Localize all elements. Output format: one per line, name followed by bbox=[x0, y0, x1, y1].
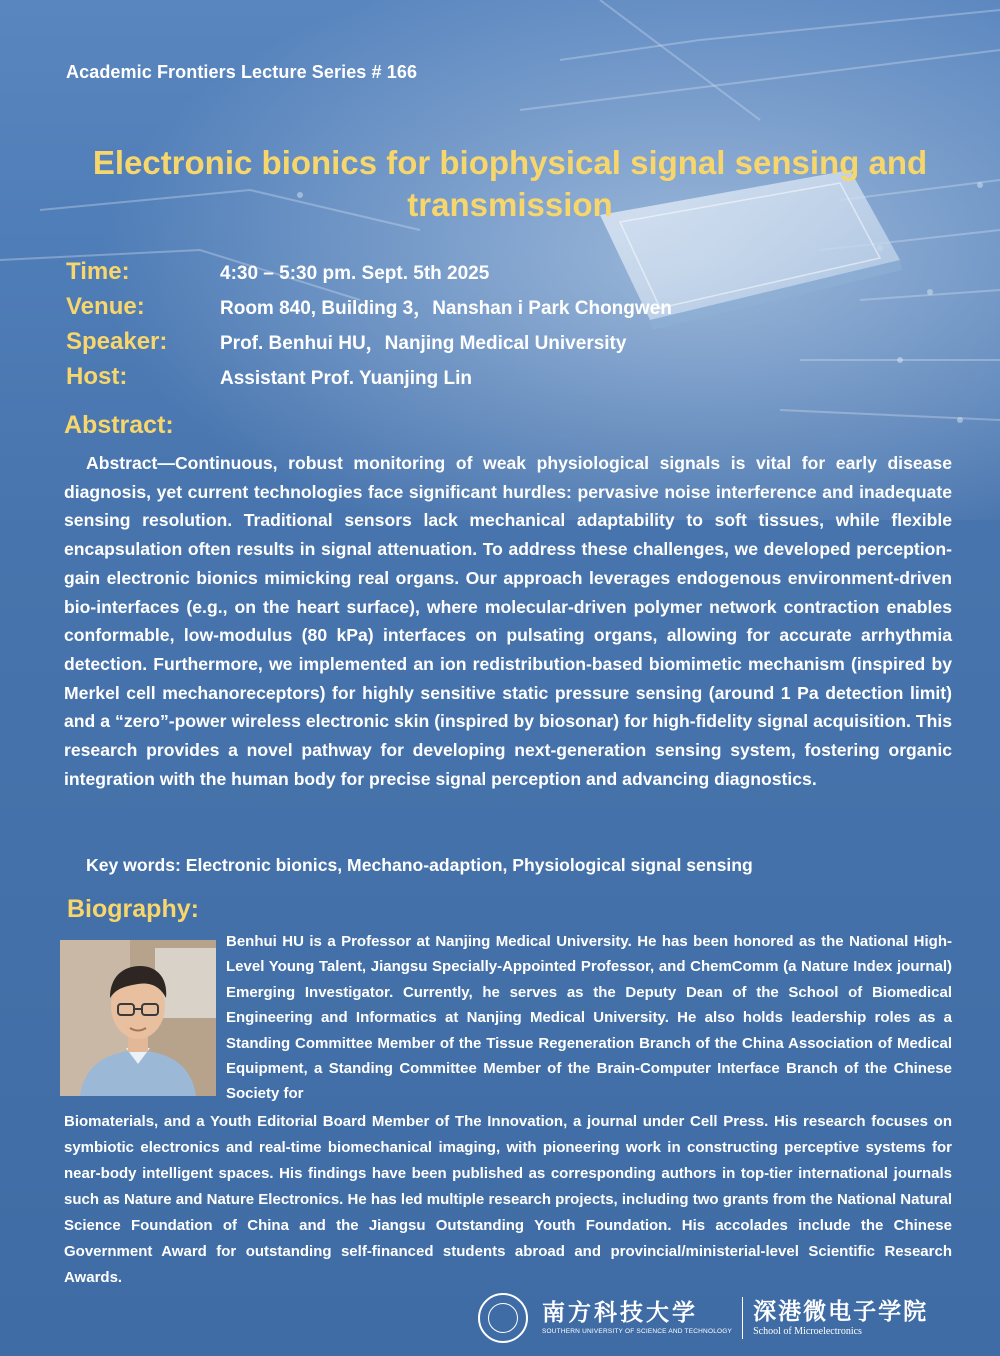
speaker-label: Speaker: bbox=[66, 328, 168, 355]
lecture-title: Electronic bionics for biophysical signal sensing and transmission bbox=[92, 144, 928, 223]
host-row bbox=[66, 363, 966, 398]
lecture-series-label: Academic Frontiers Lecture Series # 166 bbox=[66, 62, 418, 82]
school-name-en: School of Microelectronics bbox=[753, 1326, 862, 1337]
university-name-en: SOUTHERN UNIVERSITY OF SCIENCE AND TECHNOLOGY bbox=[542, 1328, 733, 1335]
school-name bbox=[753, 1298, 928, 1338]
university-name-cn: 南方科技大学 bbox=[542, 1299, 698, 1326]
biography-text-top: Benhui HU is a Professor at Nanjing Medical University. He has been honored as the National High-Level Young Talent, Jiangsu Specially-Appointed Professor, and ChemComm (a Nature Index journal) Emerging Investigator. Currently, he serves as the Deputy Dean of the School of Biomedical Engineering and Informatics at Nanjing Medical University. He also holds leadership roles as a Standing Committee Member of the Tissue Regeneration Branch of the China Association of Medical Equipment, a Standing Committee Member of the Brain-Computer Interface Branch of the Chinese Society for bbox=[226, 933, 952, 1103]
host-label: Host: bbox=[66, 363, 128, 390]
university-seal-icon bbox=[478, 1293, 528, 1343]
venue-label: Venue: bbox=[66, 293, 145, 320]
venue-row bbox=[66, 293, 966, 328]
host-value: Assistant Prof. Yuanjing Lin bbox=[220, 368, 472, 389]
speaker-value: Prof. Benhui HU，Nanjing Medical University bbox=[220, 333, 627, 354]
footer-branding bbox=[478, 1290, 928, 1346]
time-row bbox=[66, 258, 966, 293]
venue-value: Room 840, Building 3，Nanshan i Park Chongwen bbox=[220, 298, 672, 319]
abstract-heading: Abstract: bbox=[64, 411, 174, 439]
footer-divider bbox=[742, 1297, 743, 1339]
seal-inner-ring bbox=[488, 1303, 518, 1333]
abstract-text: Abstract—Continuous, robust monitoring of weak physiological signals is vital for early disease diagnosis, yet current technologies face significant hurdles: pervasive noise interference and inadequate sensing resolution. Traditional sensors lack mechanical adaptability to soft tissues, while flexible encapsulation often results in signal attenuation. To address these challenges, we developed perception-gain electronic bionics mimicking real organs. Our approach leverages endogenous environment-driven bio-interfaces (e.g., on the heart surface), where molecular-driven polymer network contraction enables conformable, low-modulus (80 kPa) interfaces on pulsating organs, allowing for accurate arrhythmia detection. Furthermore, we implemented an ion redistribution-based biomimetic mechanism (inspired by Merkel cell mechanoreceptors) for highly sensitive static pressure sensing (around 1 Pa detection limit) and a “zero”-power wireless electronic skin (inspired by biosonar) for high-fidelity signal acquisition. This research provides a novel pathway for developing next-generation sensing system, fostering organic integration with the human body for precise signal perception and advancing diagnostics. bbox=[64, 453, 952, 789]
university-name bbox=[542, 1299, 732, 1337]
lecture-details bbox=[66, 258, 966, 398]
keywords-text: Key words: Electronic bionics, Mechano-adaption, Physiological signal sensing bbox=[86, 855, 753, 875]
speaker-portrait bbox=[60, 940, 216, 1096]
biography-text-bottom: Biomaterials, and a Youth Editorial Board Member of The Innovation, a journal under Cell Press. His research focuses on symbiotic electronics and real-time biomechanical imaging, with pioneering work in constructing perceptive systems for near-body intelligent spaces. His findings have been published as corresponding authors in top-tier international journals such as Nature and Nature Electronics. He has led multiple research projects, including two grants from the National Natural Science Foundation of China and the Jiangsu Outstanding Youth Foundation. His accolades include the Chinese Government Award for outstanding self-financed students abroad and provincial/ministerial-level Scientific Research Awards. bbox=[64, 1113, 952, 1286]
time-label: Time: bbox=[66, 258, 130, 285]
school-name-cn: 深港微电子学院 bbox=[753, 1298, 929, 1325]
biography-heading: Biography: bbox=[67, 895, 199, 923]
time-value: 4:30 – 5:30 pm. Sept. 5th 2025 bbox=[220, 263, 490, 284]
speaker-row bbox=[66, 328, 966, 363]
